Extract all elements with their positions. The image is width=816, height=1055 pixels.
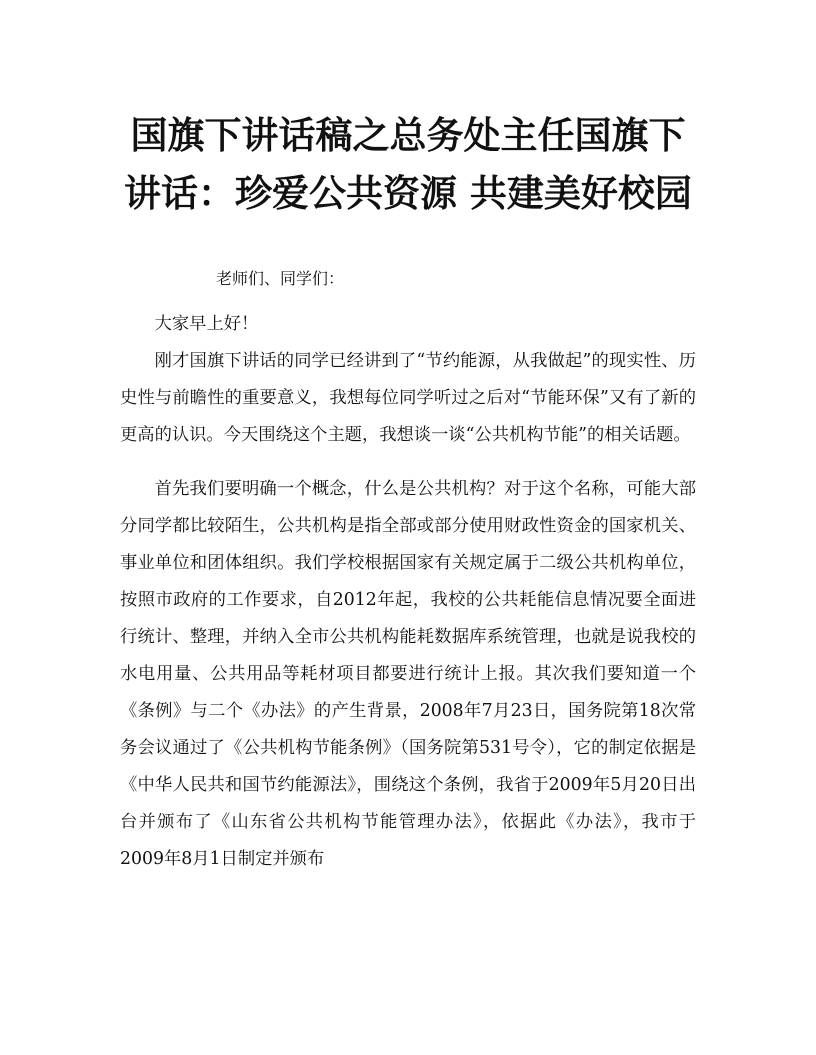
document-title: 国旗下讲话稿之总务处主任国旗下讲话：珍爱公共资源 共建美好校园 (124, 113, 692, 215)
paragraph: 大家早上好！ (154, 314, 259, 334)
document-body (120, 306, 696, 878)
greeting: 老师们、同学们： (216, 269, 345, 288)
paragraph: 首先我们要明确一个概念，什么是公共机构？对于这个名称，可能大部分同学都比较陌生，公共机构是指全部或部分使用财政性资金的国家机关、事业单位和团体组织。我们学校根据国家有关规定属于二级公共机构单位，按照市政府的工作要求，自2012年起，我校的公共耗能信息情况要全面进行统计、整理，并纳入全市公共机构能耗数据库系统管理，也就是说我校的水电用量、公共用品等耗材项目都要进行统计上报。其次我们要知道一个《条例》与二个《办法》的产生背景，2008年7月23日，国务院第18次常务会议通过了《公共机构节能条例》（国务院第531号令），它的制定依据是《中华人民共和国节约能源法》，围绕这个条例，我省于2009年5月20日出台并颁布了《山东省公共机构节能管理办法》，依据此《办法》，我市于2009年8月1日制定并颁布 (120, 479, 696, 869)
paragraph: 刚才国旗下讲话的同学已经讲到了“节约能源，从我做起”的现实性、历史性与前瞻性的重要意义，我想每位同学听过之后对“节能环保”又有了新的更高的认识。今天围绕这个主题，我想谈一谈“公共机构节能”的相关话题。 (120, 351, 696, 445)
